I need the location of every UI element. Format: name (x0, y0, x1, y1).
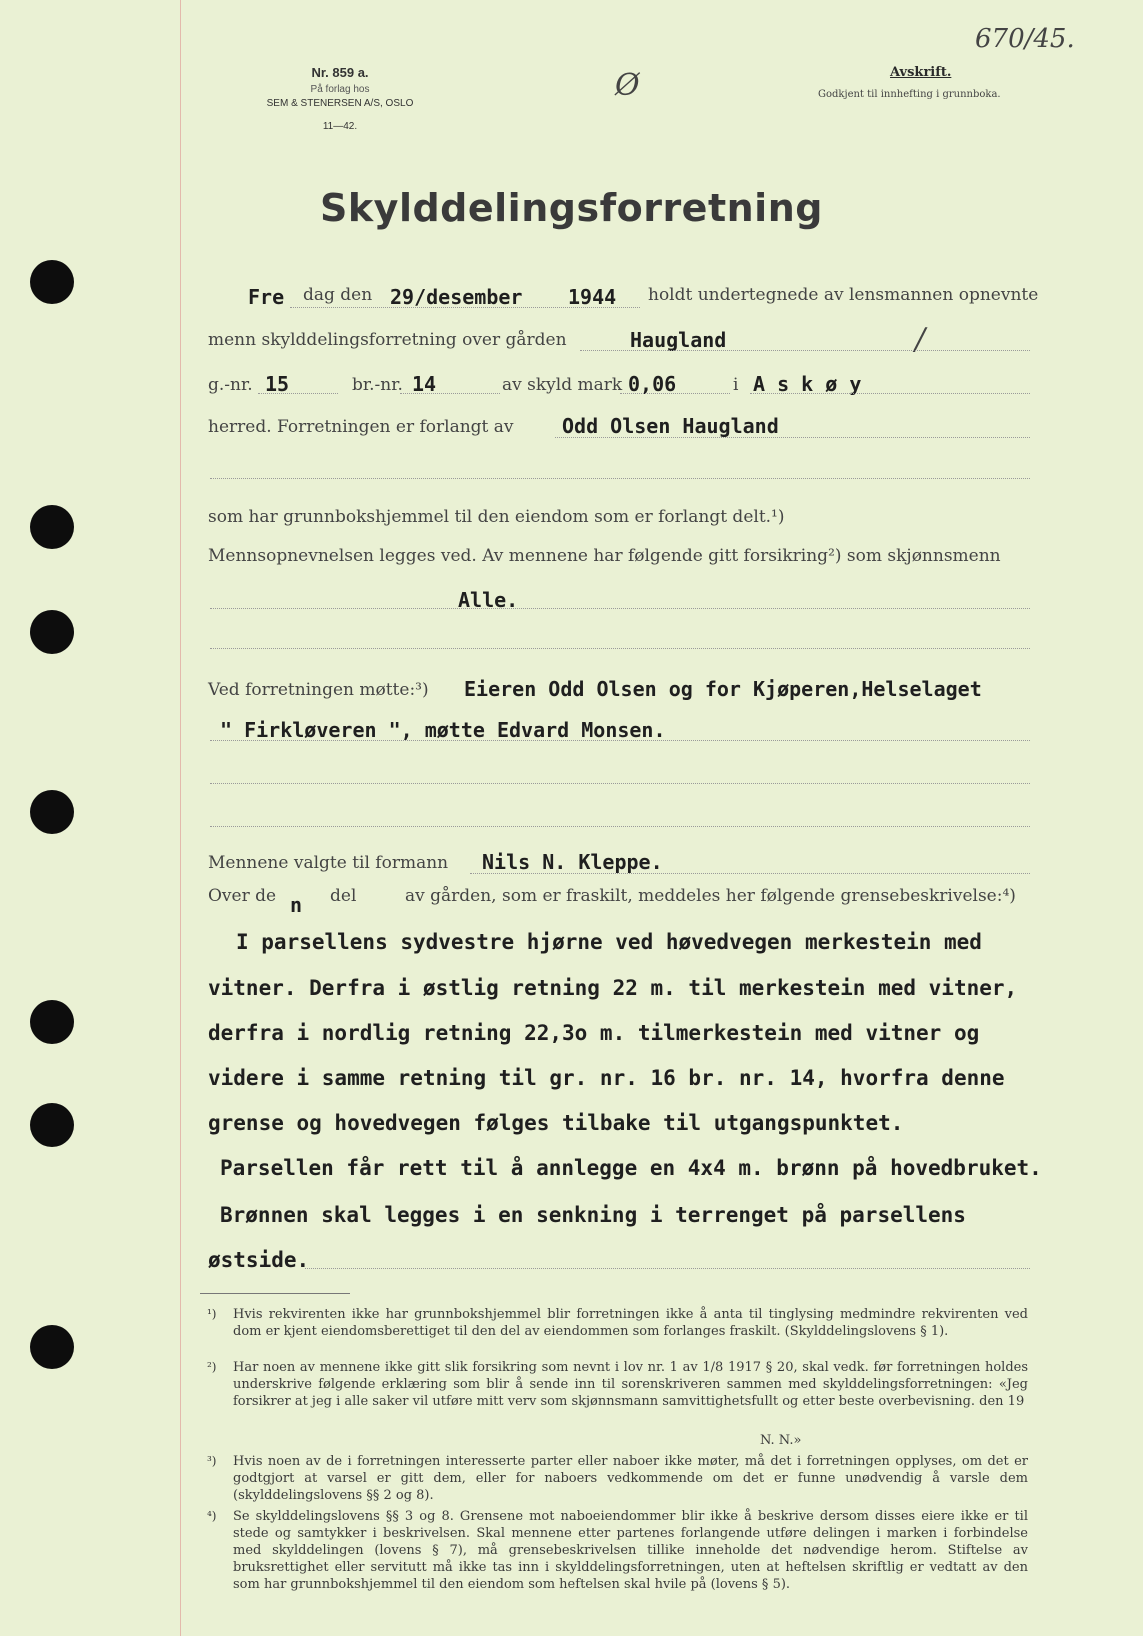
handwritten-reference: 670/45. (975, 24, 1075, 54)
footnote-text: Hvis rekvirenten ikke har grunnbokshjemmel blir forretningen ikke å anta til tinglysing medmindre rekvirenten ved dom er kjent eiendomsberettiget til den del av eiendommen som forlanges fraskilt. (Skylddelingslovens § 1). (233, 1307, 1028, 1339)
footnote-rule (200, 1293, 350, 1294)
punch-hole (30, 1103, 74, 1147)
publisher-name: SEM & STENERSEN A/S, OSLO (266, 98, 414, 109)
del-label: del (330, 886, 357, 906)
day-prefix: Fre (248, 285, 285, 309)
approval-text: Godkjent til innhefting i grunnboka. (818, 89, 1001, 100)
footnote-text: Har noen av mennene ikke gitt slik forsikring som nevnt i lov nr. 1 av 1/8 1917 § 20, skal vedk. før forretningen holdes underskrive følgende erklæring som blir å sende inn til sorenskriveren sammen med skylddelingsforretningen: «Jeg forsikrer at jeg i alle saker vil utføre mitt verv som skjønnsmann samvittighetsfullt og etter beste overbevisning. den 19 (233, 1360, 1028, 1409)
year-value: 1944 (568, 285, 617, 309)
document-title: Skylddelingsforretning (320, 186, 823, 230)
dotted-line (470, 873, 1030, 874)
boundary-line-5: grense og hovedvegen følges tilbake til utgangspunktet. (208, 1111, 904, 1135)
boundary-line-6: Parsellen får rett til å annlegge en 4x4 m. brønn på hovedbruket. (220, 1156, 1042, 1180)
over-de-fill: n (290, 893, 303, 917)
boundary-intro: av gården, som er fraskilt, meddeles her følgende grensebeskrivelse:⁴) (405, 886, 1016, 906)
punch-hole (30, 505, 74, 549)
dotted-line (620, 393, 730, 394)
day-label: dag den (303, 285, 373, 305)
footnote-number: ²) (207, 1360, 217, 1374)
hjemmel-text: som har grunnbokshjemmel til den eiendom som er forlangt delt.¹) (208, 507, 785, 527)
dotted-line (210, 608, 1030, 609)
requested-by: Odd Olsen Haugland (562, 414, 779, 438)
dotted-line (555, 437, 1030, 438)
sworn-men: Alle. (458, 588, 519, 612)
copy-label: Avskrift. (890, 65, 952, 80)
boundary-line-7: Brønnen skal legges i en senkning i terrenget på parsellens (220, 1203, 966, 1227)
footnote-signature: N. N.» (760, 1433, 802, 1448)
dotted-line (210, 648, 1030, 649)
chairman-label: Mennene valgte til formann (208, 853, 449, 873)
i-label: i (733, 375, 739, 395)
dotted-line (750, 393, 1030, 394)
date-value: 29/desember (390, 285, 523, 309)
dotted-line (290, 307, 640, 308)
farm-name: Haugland (630, 328, 727, 352)
municipality: A s k ø y (753, 372, 862, 396)
attended-line-1: Eieren Odd Olsen og for Kjøperen,Helselaget (464, 677, 982, 701)
bnr-value: 14 (412, 372, 437, 396)
footnote-text: Se skylddelingslovens §§ 3 og 8. Grensene mot naboeiendommer blir ikke å beskrive dersom disses eiere ikke er til stede og samtykker i beskrivelsen. Skal mennene etter partenes forlangende utføre delingen i marken i forbindelse med skylddelingen (lovens § 7), må grensebeskrivelsen tillike inneholde det nødvendige herom. Stiftelse av bruksrettighet eller servitutt må ikke tas inn i skylddelingsforretningen, uten at heftelsen skriftlig er vedtatt av den som har grunnbokshjemmel til den eiendom som heftelsen skal hvile på (lovens § 5). (233, 1509, 1028, 1592)
handwritten-tick: / (915, 322, 926, 357)
punch-hole (30, 1325, 74, 1369)
boundary-line-4: videre i samme retning til gr. nr. 16 br. nr. 14, hvorfra denne (208, 1066, 1005, 1090)
boundary-line-8: østside. (208, 1248, 310, 1272)
dotted-line (210, 478, 1030, 479)
chairman-name: Nils N. Kleppe. (482, 850, 663, 874)
gnr-label: g.-nr. (208, 375, 253, 395)
punch-hole (30, 260, 74, 304)
publisher-line: På forlag hos (310, 84, 370, 95)
dotted-line (580, 350, 1030, 351)
publisher-date: 11—42. (322, 121, 358, 132)
boundary-line-2: vitner. Derfra i østlig retning 22 m. til merkestein med vitner, (208, 976, 1018, 1000)
dotted-line (210, 740, 1030, 741)
punch-hole (30, 790, 74, 834)
dotted-line (210, 783, 1030, 784)
punch-hole (30, 610, 74, 654)
dotted-line (258, 393, 338, 394)
attended-line-2: " Firkløveren ", møtte Edvard Monsen. (220, 718, 666, 742)
skyld-label: av skyld mark (502, 375, 623, 395)
boundary-line-3: derfra i nordlig retning 22,3o m. tilmerkestein med vitner og (208, 1021, 980, 1045)
dotted-line (305, 1268, 1030, 1269)
dotted-line (400, 393, 500, 394)
herred-label: herred. Forretningen er forlangt av (208, 417, 514, 437)
boundary-line-1: I parsellens sydvestre hjørne ved høvedvegen merkestein med (236, 930, 982, 954)
punch-hole (30, 1000, 74, 1044)
over-de-label: Over de (208, 886, 277, 906)
mennsopnevnelse-text: Mennsopnevnelsen legges ved. Av mennene har følgende gitt forsikring²) som skjønnsmenn (208, 546, 1001, 566)
dotted-line (210, 826, 1030, 827)
farm-label: menn skylddelingsforretning over gården (208, 330, 567, 350)
footnote-text: Hvis noen av de i forretningen interesserte parter eller naboer ikke møter, må det i forretningen opplyses, om det er godtgjort at varsel er gitt dem, eller for naboers vedkommende om det er funne unødvendig å varsle dem (skylddelingslovens §§ 2 og 8). (233, 1454, 1028, 1503)
margin-line (180, 0, 181, 1636)
handwritten-mark: Ø (615, 68, 640, 103)
bnr-label: br.-nr. (352, 375, 403, 395)
gnr-value: 15 (265, 372, 290, 396)
form-number: Nr. 859 a. (311, 65, 369, 80)
footnote-number: ³) (207, 1454, 217, 1468)
skyld-value: 0,06 (628, 372, 677, 396)
attended-label: Ved forretningen møtte:³) (208, 680, 429, 700)
intro-text: holdt undertegnede av lensmannen opnevnte (648, 285, 1039, 305)
footnote-number: ¹) (207, 1307, 217, 1321)
footnote-number: ⁴) (207, 1509, 217, 1523)
